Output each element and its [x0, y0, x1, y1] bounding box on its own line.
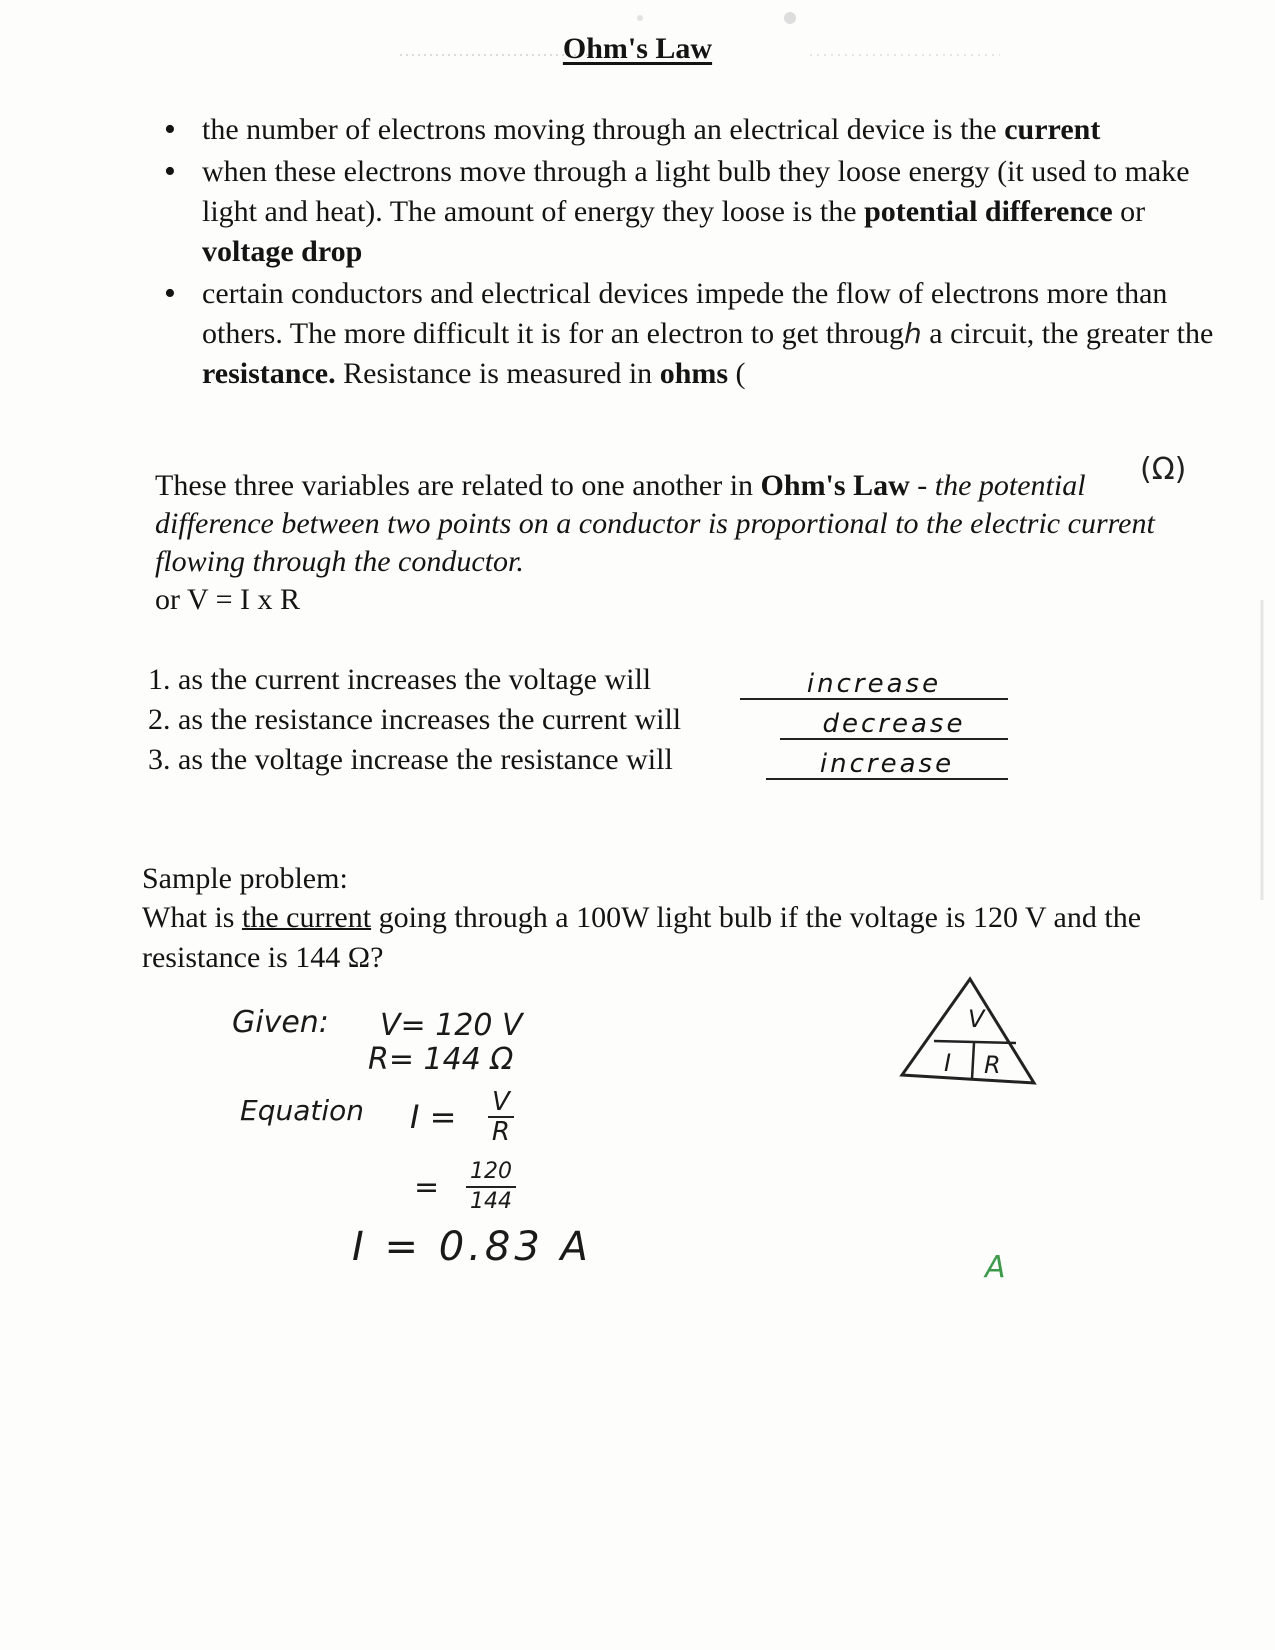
equation-label: Equation	[240, 1094, 365, 1127]
fraction-numerator: V	[488, 1088, 514, 1118]
answer-blank[interactable]: decrease	[780, 704, 1008, 740]
given-resistance: R= 144 Ω	[368, 1042, 514, 1077]
question-text: going through a 100W light bulb if the voltage is 120 V and the resistance is 144 Ω?	[142, 901, 1142, 974]
bullet-text: when these electrons move through a light bulb they loose energy (it used to make light and heat). The amount of energy they loose is the	[202, 155, 1190, 228]
substitution-fraction	[466, 1158, 516, 1216]
term-potential-difference: potential difference	[864, 195, 1113, 228]
bullet-resistance	[150, 274, 1230, 394]
answer-blank[interactable]: increase	[766, 744, 1008, 780]
question-text: 2. as the resistance increases the current will	[148, 703, 682, 736]
question-3	[148, 740, 1048, 780]
bullet-text: (	[728, 357, 746, 390]
term-resistance: resistance.	[202, 357, 336, 390]
page-title: Ohm's Law	[562, 32, 713, 65]
bullet-text: certain conductors and electrical devices impede the flow of electrons more than others. The more difficult it is for an electron to get throug	[202, 277, 1168, 350]
triangle-drawing	[898, 975, 1038, 1087]
answer-blank[interactable]: increase	[740, 664, 1008, 700]
question-1	[148, 660, 1048, 700]
bullet-text: a circuit, the greater the	[921, 317, 1214, 350]
bullet-text: Resistance is measured in	[335, 357, 660, 390]
question-list	[148, 660, 1048, 780]
fraction-numerator: 120	[466, 1158, 516, 1188]
sample-problem-question	[142, 898, 1222, 978]
handwritten-letter: h	[904, 317, 922, 350]
underlined-term: the current	[241, 901, 372, 934]
paragraph-dash: -	[909, 469, 935, 502]
question-text: 1. as the current increases the voltage will	[148, 663, 652, 696]
question-text: What is	[142, 901, 242, 934]
given-voltage: V= 120 V	[380, 1008, 523, 1043]
triangle-label-right: R	[984, 1051, 1001, 1079]
question-text: 3. as the voltage increase the resistance will	[148, 743, 673, 776]
triangle-label-top: V	[968, 1005, 985, 1033]
sample-problem-label: Sample problem:	[142, 862, 348, 895]
given-label: Given:	[232, 1005, 329, 1040]
ohms-law-formula: or V = I x R	[155, 583, 300, 616]
bullet-text: or	[1112, 195, 1146, 228]
equation-lhs: I =	[410, 1098, 457, 1136]
question-2	[148, 700, 1048, 740]
grade-mark: A	[985, 1250, 1006, 1285]
term-voltage-drop: voltage drop	[202, 235, 363, 268]
definition-list	[150, 110, 1230, 396]
ohms-law-triangle	[898, 975, 1038, 1087]
ohms-law-paragraph	[155, 467, 1175, 619]
term-ohms-law: Ohm's Law	[760, 469, 910, 502]
bullet-current	[150, 110, 1230, 150]
term-ohms: ohms	[659, 357, 729, 390]
term-current: current	[1004, 113, 1101, 146]
fraction-denominator: 144	[470, 1189, 512, 1214]
paragraph-text: These three variables are related to one another in	[155, 469, 761, 502]
equation-fraction	[488, 1088, 514, 1146]
law-statement: the potential difference between two points on a conductor is proportional to the electric current flowing through the conductor.	[155, 469, 1155, 578]
triangle-label-left: I	[944, 1049, 952, 1077]
bullet-text: the number of electrons moving through an electrical device is the	[202, 113, 1005, 146]
equation-equals: =	[414, 1170, 440, 1205]
bullet-voltage	[150, 152, 1230, 272]
final-answer: I = 0.83 A	[352, 1224, 592, 1270]
fraction-denominator: R	[491, 1117, 510, 1147]
handwritten-ohm-symbol: (Ω)	[1140, 452, 1187, 487]
